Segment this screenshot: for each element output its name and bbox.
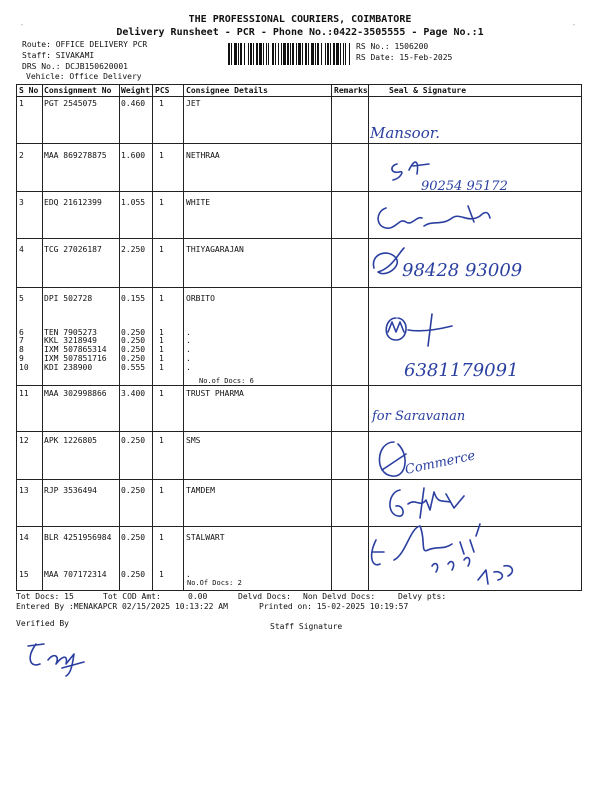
- cell-sno: 15: [19, 570, 29, 579]
- cell-consignment: EDQ 21612399: [44, 198, 102, 207]
- staff-signature-label: Staff Signature: [270, 622, 343, 631]
- signature-row-4: [368, 244, 598, 286]
- cell-pcs: 1: [159, 198, 164, 207]
- cell-weight: 0.250: [121, 336, 146, 345]
- cell-sno: 7: [19, 336, 24, 345]
- cell-pcs: 1: [159, 389, 164, 398]
- cell-sno: 11: [19, 389, 29, 398]
- cell-sno: 6: [19, 328, 24, 337]
- cell-sno: 4: [19, 245, 24, 254]
- route-label: Route: OFFICE DELIVERY PCR: [22, 40, 148, 49]
- cell-sno: 3: [19, 198, 24, 207]
- cell-pcs: 1: [159, 354, 164, 363]
- drs-no-label: DRS No.: DCJB150620001: [22, 62, 128, 71]
- cell-consignee: SMS: [186, 436, 201, 445]
- barcode-bar: [330, 43, 331, 65]
- delivered-docs: Delvd Docs:: [238, 592, 291, 601]
- barcode-bar: [292, 43, 294, 65]
- signature-row-13: [380, 484, 510, 524]
- cell-pcs: 1: [159, 99, 164, 108]
- cell-sno: 8: [19, 345, 24, 354]
- cell-consignee: TAMDEM: [186, 486, 215, 495]
- barcode-bar: [311, 43, 314, 65]
- table-rule: [16, 431, 582, 432]
- document-subtitle: Delivery Runsheet - PCR - Phone No.:0422-3505555 - Page No.:1: [116, 27, 484, 38]
- cell-pcs: 1: [159, 436, 164, 445]
- cell-pcs: 1: [159, 151, 164, 160]
- cell-consignment: DPI 502728: [44, 294, 93, 303]
- column-header-pcs: PCS: [155, 86, 170, 95]
- cell-pcs: 1: [159, 294, 164, 303]
- barcode-bar: [296, 43, 297, 65]
- barcode-bar: [259, 43, 262, 65]
- signature-row-5: [380, 310, 500, 350]
- cell-sno: 5: [19, 294, 24, 303]
- barcode-bar: [263, 43, 264, 65]
- barcode-bar: [278, 43, 279, 65]
- cell-weight: 0.250: [121, 533, 146, 542]
- barcode-bar: [343, 43, 344, 65]
- barcode-bar: [272, 43, 274, 65]
- table-rule: [183, 84, 184, 590]
- svg-text:for Saravanan: for Saravanan: [372, 409, 466, 424]
- column-header-consignment: Consignment No: [44, 86, 112, 95]
- cell-consignment: TEN 7905273: [44, 328, 97, 337]
- cell-sno: 9: [19, 354, 24, 363]
- barcode-bar: [336, 43, 339, 65]
- barcode-bar: [302, 43, 303, 65]
- cell-weight: 0.155: [121, 294, 146, 303]
- cell-weight: 0.250: [121, 486, 146, 495]
- svg-text:6381179091: 6381179091: [404, 360, 519, 381]
- cell-consignee: .: [186, 570, 191, 579]
- barcode-bar: [333, 43, 335, 65]
- cell-pcs: 1: [159, 570, 164, 579]
- rs-date-label: RS Date: 15-Feb-2025: [356, 53, 453, 62]
- barcode-bar: [231, 43, 232, 65]
- cell-consignment: IXM 507851716: [44, 354, 107, 363]
- signature-phone-row-5: [400, 350, 540, 386]
- barcode-bar: [321, 43, 322, 65]
- svg-text:Mansoor.: Mansoor.: [370, 124, 441, 142]
- barcode-bar: [244, 43, 245, 65]
- cell-sno: 10: [19, 363, 29, 372]
- barcode-bar: [287, 43, 289, 65]
- cell-sno: 13: [19, 486, 29, 495]
- signature-row-1: [362, 112, 472, 152]
- column-header-consignee: Consignee Details: [186, 86, 268, 95]
- cell-weight: 0.460: [121, 99, 146, 108]
- barcode-bar: [340, 43, 341, 65]
- signature-row-3: [372, 200, 522, 240]
- table-rule: [581, 84, 582, 590]
- table-rule: [16, 96, 582, 97]
- cell-consignee: .: [186, 363, 191, 372]
- barcode-bar: [305, 43, 307, 65]
- cell-pcs: 1: [159, 328, 164, 337]
- cell-consignee: WHITE: [186, 198, 211, 207]
- barcode-bar: [281, 43, 282, 65]
- cell-pcs: 1: [159, 345, 164, 354]
- cell-sno: 1: [19, 99, 24, 108]
- rs-no-label: RS No.: 1506200: [356, 42, 429, 51]
- cell-consignment: KDI 238900: [44, 363, 93, 372]
- barcode-bar: [327, 43, 329, 65]
- cell-weight: 0.250: [121, 328, 146, 337]
- table-rule: [331, 84, 332, 590]
- cell-pcs: 1: [159, 363, 164, 372]
- table-rule: [152, 84, 153, 590]
- cell-consignment: PGT 2545075: [44, 99, 97, 108]
- delivery-points: Delvy pts:: [398, 592, 447, 601]
- cell-pcs: 1: [159, 336, 164, 345]
- cell-sno: 14: [19, 533, 29, 542]
- non-delivered-docs: Non Delvd Docs:: [303, 592, 376, 601]
- barcode-bar: [275, 43, 276, 65]
- barcode-bar: [349, 43, 350, 65]
- cell-weight: 1.600: [121, 151, 146, 160]
- table-rule: [42, 84, 43, 590]
- barcode-bar: [248, 43, 249, 65]
- cell-consignment: RJP 3536494: [44, 486, 97, 495]
- cell-consignee: JET: [186, 99, 201, 108]
- cell-weight: 0.555: [121, 363, 146, 372]
- cell-consignment: BLR 4251956984: [44, 533, 112, 542]
- cell-consignee: .: [186, 345, 191, 354]
- barcode-image: [228, 43, 350, 65]
- verified-by-label: Verified By: [16, 619, 69, 628]
- barcode-bar: [308, 43, 309, 65]
- cell-consignee: NETHRAA: [186, 151, 220, 160]
- cell-consignment: TCG 27026187: [44, 245, 102, 254]
- scan-mark-right: ·: [572, 18, 576, 32]
- cell-weight: 1.055: [121, 198, 146, 207]
- cell-consignment: IXM 507865314: [44, 345, 107, 354]
- printed-on: Printed on: 15-02-2025 10:19:57: [259, 602, 409, 611]
- cell-sno: 2: [19, 151, 24, 160]
- column-header-remarks: Remarks: [334, 86, 368, 95]
- column-header-seal-signature: Seal & Signature: [389, 86, 467, 95]
- table-rule: [16, 287, 582, 288]
- cell-consignment: MAA 707172314: [44, 570, 107, 579]
- table-rule: [16, 143, 582, 144]
- cell-weight: 0.250: [121, 570, 146, 579]
- cell-consignment: KKL 3218949: [44, 336, 97, 345]
- svg-text:Commerce: Commerce: [403, 448, 477, 478]
- barcode-bar: [228, 43, 230, 65]
- barcode-bar: [268, 43, 269, 65]
- staff-label: Staff: SIVAKAMI: [22, 51, 95, 60]
- cell-weight: 3.400: [121, 389, 146, 398]
- barcode-bar: [256, 43, 258, 65]
- table-rule: [368, 84, 369, 590]
- cell-consignee: .: [186, 336, 191, 345]
- cell-weight: 2.250: [121, 245, 146, 254]
- barcode-bar: [315, 43, 316, 65]
- table-rule: [119, 84, 120, 590]
- cell-weight: 0.250: [121, 436, 146, 445]
- cell-weight: 0.250: [121, 345, 146, 354]
- barcode-bar: [290, 43, 291, 65]
- table-rule: [16, 84, 582, 85]
- entered-by: Entered By :MENAKAPCR 02/15/2025 10:13:22 AM: [16, 602, 228, 611]
- barcode-bar: [234, 43, 237, 65]
- cell-consignee: ORBITO: [186, 294, 215, 303]
- cell-weight: 0.250: [121, 354, 146, 363]
- signature-row-14-15: [362, 520, 562, 592]
- scan-mark-left: ·: [20, 18, 24, 32]
- table-rule: [16, 84, 17, 590]
- svg-text:98428 93009: 98428 93009: [402, 260, 523, 281]
- cell-pcs: 1: [159, 245, 164, 254]
- cell-pcs: 1: [159, 533, 164, 542]
- cell-consignee: TRUST PHARMA: [186, 389, 244, 398]
- barcode-bar: [317, 43, 319, 65]
- cell-consignee: .: [186, 354, 191, 363]
- barcode-bar: [298, 43, 301, 65]
- total-cod-label: Tot COD Amt:: [103, 592, 161, 601]
- vehicle-label: Vehicle: Office Delivery: [26, 72, 142, 81]
- barcode-bar: [283, 43, 286, 65]
- barcode-bar: [253, 43, 254, 65]
- signature-row-11: [368, 386, 508, 426]
- cell-pcs: 1: [159, 486, 164, 495]
- barcode-bar: [240, 43, 242, 65]
- cell-consignment: APK 1226805: [44, 436, 97, 445]
- verified-by-signature: [20, 634, 100, 678]
- barcode-bar: [325, 43, 326, 65]
- barcode-bar: [238, 43, 239, 65]
- total-docs: Tot Docs: 15: [16, 592, 74, 601]
- document-title: THE PROFESSIONAL COURIERS, COIMBATORE: [188, 14, 412, 25]
- cell-sno: 12: [19, 436, 29, 445]
- column-header-weight: Weight: [121, 86, 150, 95]
- barcode-bar: [250, 43, 252, 65]
- barcode-bar: [345, 43, 346, 65]
- cell-consignment: MAA 869278875: [44, 151, 107, 160]
- signature-row-2: [385, 152, 545, 196]
- cell-consignment: MAA 302998866: [44, 389, 107, 398]
- signature-row-12: [372, 434, 532, 490]
- barcode-bar: [266, 43, 267, 65]
- column-header-sno: S No: [19, 86, 39, 95]
- svg-text:90254 95172: 90254 95172: [421, 179, 508, 194]
- total-cod-value: 0.00: [188, 592, 208, 601]
- group-note-docs-6: No.of Docs: 6: [199, 377, 254, 385]
- group-note-docs-2: No.Of Docs: 2: [187, 579, 242, 587]
- cell-consignee: STALWART: [186, 533, 225, 542]
- cell-consignee: THIYAGARAJAN: [186, 245, 244, 254]
- cell-consignee: .: [186, 328, 191, 337]
